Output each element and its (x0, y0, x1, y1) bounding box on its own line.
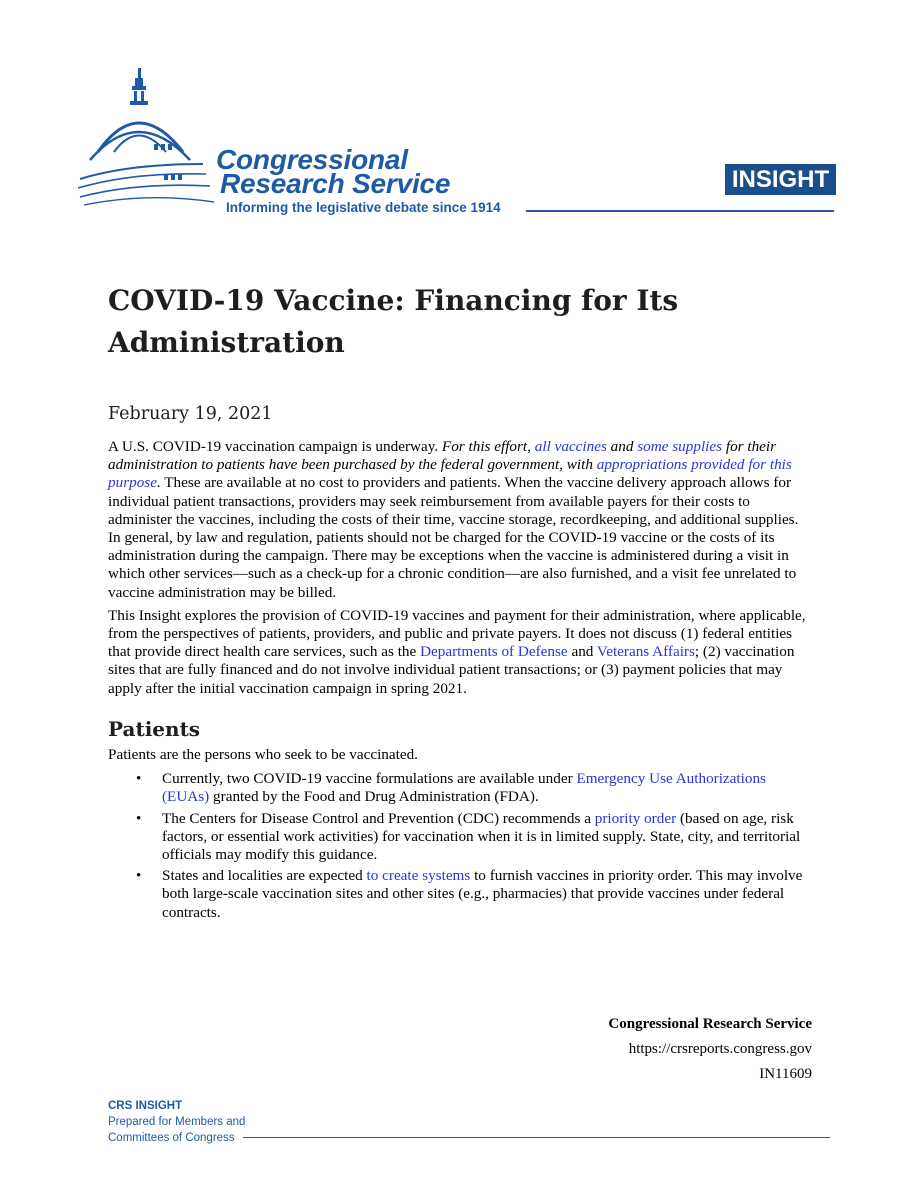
crs-logo (78, 64, 538, 224)
footer-url[interactable]: https://crsreports.congress.gov (628, 1041, 812, 1057)
brand-tagline: Informing the legislative debate since 1914 (226, 200, 501, 215)
link-all-vaccines[interactable]: all vaccines (534, 438, 607, 455)
bullet-list (108, 770, 812, 922)
list-item: • The Centers for Disease Control and Prevention (CDC) recommends a priority order (based on age, risk factors, or essential work activities) for vaccination when it is in limited supply. State, city, and territorial officials may modify this guidance. (162, 810, 812, 865)
document-body (108, 438, 812, 925)
brand-name-line2: Research Service (220, 168, 451, 199)
list-item: • States and localities are expected to create systems to furnish vaccines in priority order. This may involve both large-scale vaccination sites and other sites (e.g., pharmacies) that provide vaccines under federal contracts. (162, 867, 812, 922)
section-intro: Patients are the persons who seek to be vaccinated. (108, 746, 418, 764)
link-priority-order[interactable]: priority order (594, 809, 677, 827)
prepared-line1: Prepared for Members and (108, 1116, 246, 1128)
capitol-dome-icon (78, 64, 228, 214)
brand-name-line1: Congressional (216, 144, 408, 175)
link-euas[interactable]: Emergency Use Authorizations (EUAs) (162, 770, 766, 806)
header-rule (526, 210, 834, 212)
footer-report-id: IN11609 (759, 1066, 812, 1082)
footer-org: Congressional Research Service (608, 1016, 812, 1032)
intro-paragraph: A U.S. COVID-19 vaccination campaign is underway. For this effort, all vaccines and some supplies for their administration to patients have been purchased by the federal government, with appropriations provided for this purpose. These are available at no cost to providers and patients. When the vaccine delivery approach allows for individual patient transactions, providers may seek reimbursement from available payers for their costs to administer the vaccines, including the costs of their time, vaccine storage, recordkeeping, and additional supplies. In general, by law and regulation, patients should not be charged for the COVID-19 vaccine or the costs of its administration during the campaign. There may be exceptions when the vaccine is administered during a visit in which other services—such as a check-up for a chronic condition—are also furnished, and a visit fee unrelated to vaccine administration may be billed. (108, 438, 799, 601)
footer-rule (243, 1137, 830, 1138)
insight-badge: INSIGHT (725, 164, 836, 195)
link-create-systems[interactable]: to create systems (366, 867, 471, 885)
crs-insight-label: CRS INSIGHT (108, 1100, 183, 1112)
list-item: • Currently, two COVID-19 vaccine formulations are available under Emergency Use Authorizations (EUAs) granted by the Food and Drug Administration (FDA). (162, 770, 812, 806)
crs-insight-footer (108, 1098, 245, 1146)
scope-paragraph: This Insight explores the provision of COVID-19 vaccines and payment for their administration, where applicable, from the perspectives of patients, providers, and public and private payers. It does not discuss (1) federal entities that provide direct health care services, such as the Departments of Defense and Veterans Affairs; (2) vaccination sites that are fully financed and do not involve individual patient transactions; or (3) payment policies that may apply after the initial vaccination campaign in spring 2021. (108, 606, 806, 697)
document-date: February 19, 2021 (108, 404, 273, 424)
section-heading: Patients (108, 716, 201, 741)
document-title: COVID-19 Vaccine: Financing for Its Administration (108, 284, 679, 359)
link-some-supplies[interactable]: some supplies (637, 438, 723, 455)
link-departments-of-defense[interactable]: Departments of Defense (420, 643, 568, 661)
prepared-line2: Committees of Congress (108, 1132, 235, 1144)
link-veterans-affairs[interactable]: Veterans Affairs (596, 643, 695, 661)
link-appropriations[interactable]: appropriations provided for this purpose (108, 456, 792, 492)
footer-attribution (608, 1012, 812, 1087)
